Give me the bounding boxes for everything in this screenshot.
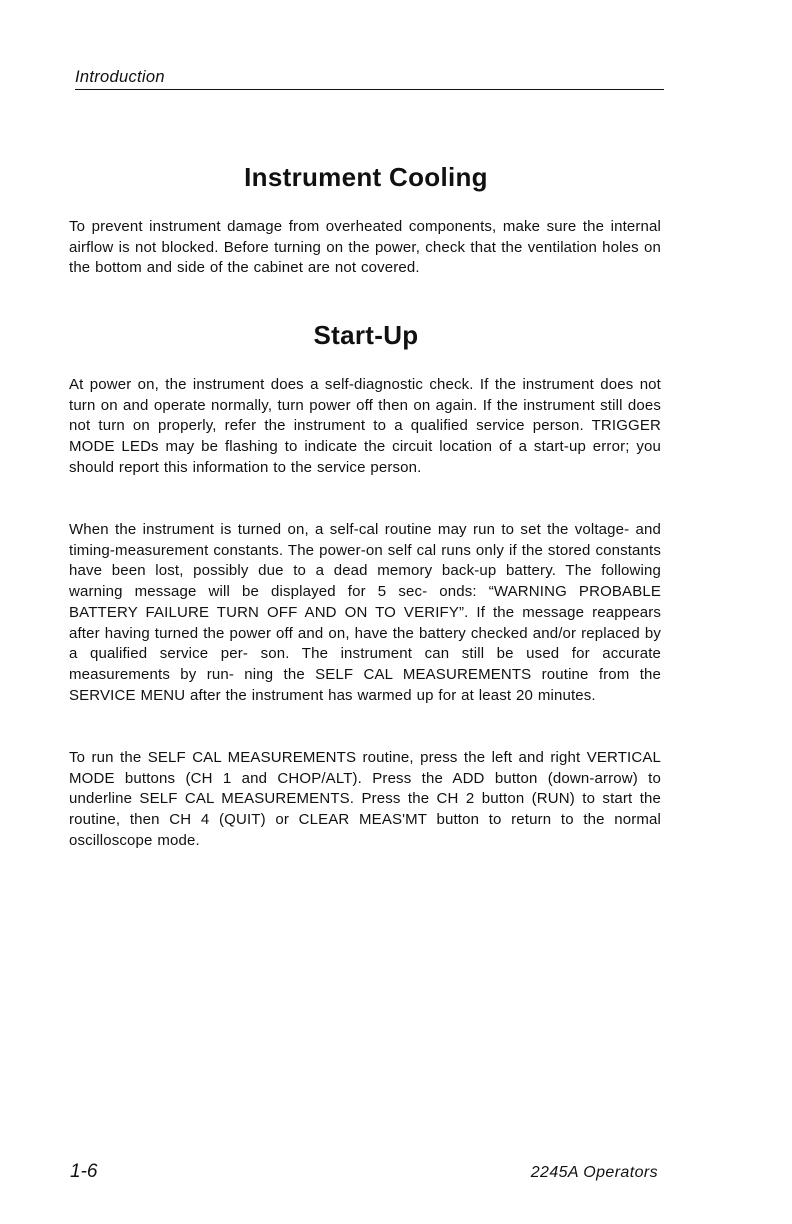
footer-manual-title: 2245A Operators xyxy=(530,1164,658,1181)
paragraph-startup-self-cal: When the instrument is turned on, a self-cal routine may run to set the voltage- and timing-measurement constants. The power-on self cal runs only if the stored constants have been lost, possibly due to a dead memory back-up battery. The following warning message will be displayed for 5 sec- onds: “WARNING PROBABLE BATTERY FAILURE TURN OFF AND ON TO VERIFY”. If the message reappears after having turned the power off and on, have the battery checked and/or replaced by a qualified service per- son. The instrument can still be used for accurate measurements by run- ning the SELF CAL MEASUREMENTS routine from the SERVICE MENU after the instrument has warmed up for at least 20 minutes. xyxy=(69,521,661,704)
section-title-instrument-cooling: Instrument Cooling xyxy=(244,162,488,192)
paragraph-cooling: To prevent instrument damage from overheated components, make sure the internal airflow is not blocked. Before turning on the power, check that the ventilation holes on the bottom and side of the cabinet are not covered. xyxy=(69,218,661,277)
paragraph-startup-run-self-cal: To run the SELF CAL MEASUREMENTS routine, press the left and right VERTICAL MODE buttons (CH 1 and CHOP/ALT). Press the ADD button (down-arrow) to underline SELF CAL MEASUREMENTS. Press the CH 2 button (RUN) to start the routine, then CH 4 (QUIT) or CLEAR MEAS'MT button to return to the normal oscilloscope mode. xyxy=(69,749,661,849)
running-head-section: Introduction xyxy=(75,68,165,86)
paragraph-startup-self-diagnostic: At power on, the instrument does a self-diagnostic check. If the instrument does not turn on and operate normally, turn power off then on again. If the instrument still does not turn on properly, refer the instrument to a qualified service person. TRIGGER MODE LEDs may be flashing to indicate the circuit location of a start-up error; you should report this information to the service person. xyxy=(69,376,661,476)
running-head xyxy=(75,68,664,90)
footer-page-number: 1-6 xyxy=(70,1161,98,1182)
section-title-start-up: Start-Up xyxy=(313,320,419,350)
